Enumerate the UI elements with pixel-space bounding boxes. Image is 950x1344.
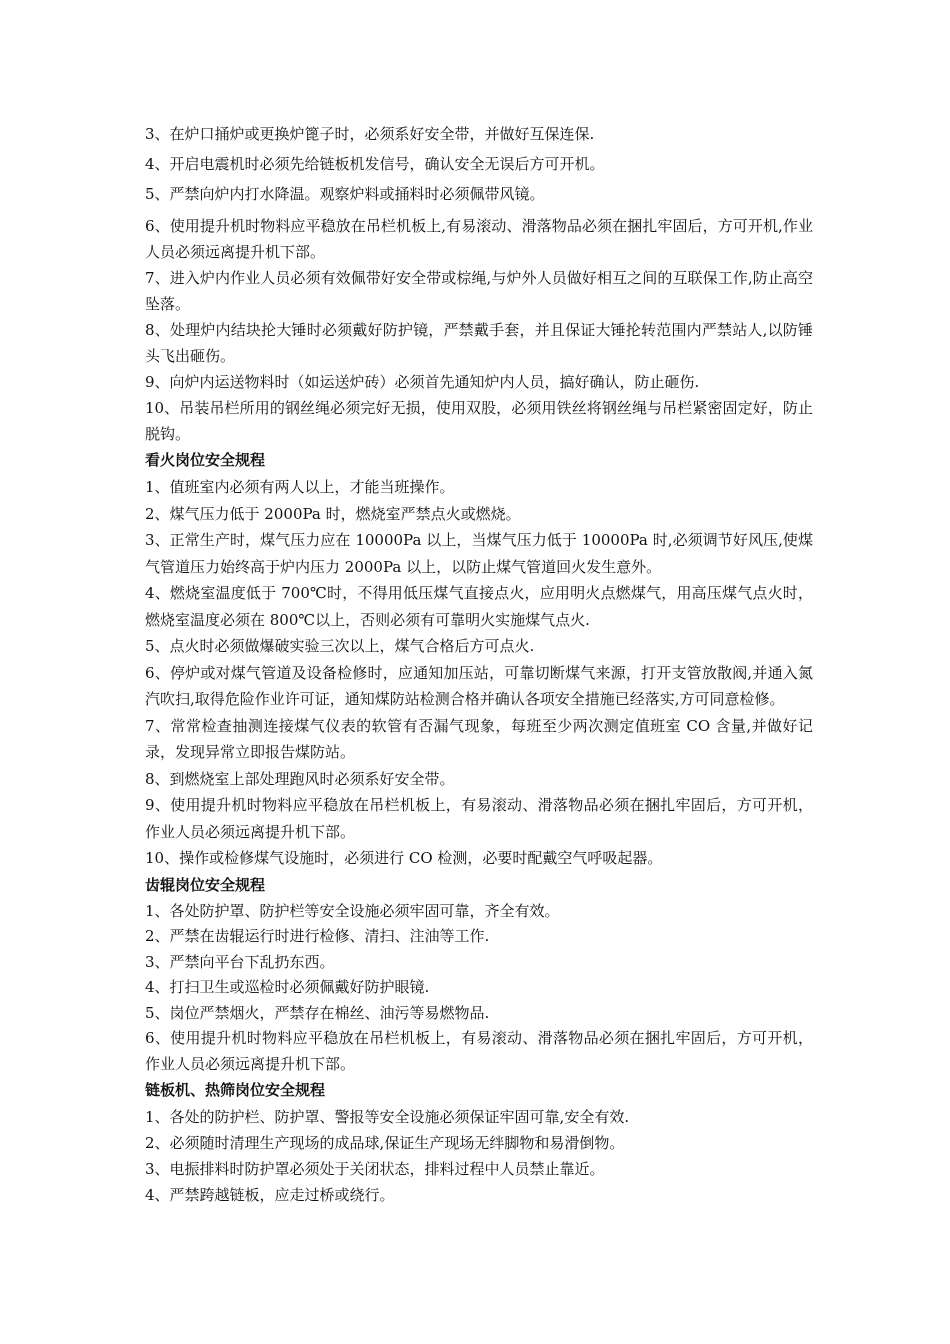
rule-item: 1、各处的防护栏、防护罩、警报等安全设施必须保证牢固可靠,安全有效.	[145, 1108, 630, 1126]
rule-item: 4、严禁跨越链板，应走过桥或绕行。	[145, 1186, 395, 1204]
rule-item: 10、操作或检修煤气设施时，必须进行 CO 检测，必要时配戴空气呼吸起器。	[145, 849, 663, 867]
section-heading: 看火岗位安全规程	[145, 451, 266, 469]
document-page	[145, 121, 813, 1208]
rule-item: 2、煤气压力低于 2000Pa 时，燃烧室严禁点火或燃烧。	[145, 504, 521, 523]
rule-item: 6、停炉或对煤气管道及设备检修时，应通知加压站，可靠切断煤气来源，打开支管放散阀,并通入氮汽吹扫,取得危险作业许可证，通知煤防站检测合格并确认各项安全措施已经落实,方可同意检修。	[145, 663, 813, 708]
section-fire-watch	[145, 447, 813, 872]
rule-item: 3、在炉口捅炉或更换炉篦子时，必须系好安全带，并做好互保连保.	[145, 125, 595, 143]
section-tooth-roller	[145, 872, 813, 1078]
rule-item: 3、正常生产时，煤气压力应在 10000Pa 以上，当煤气压力低于 10000Pa 时,必须调节好风压,使煤气管道压力始终高于炉内压力 2000Pa 以上，以防止煤气管道回火发生意外。	[145, 531, 813, 576]
rule-item: 1、值班室内必须有两人以上，才能当班操作。	[145, 478, 455, 496]
rule-item: 4、打扫卫生或巡检时必须佩戴好防护眼镜.	[145, 978, 430, 996]
rule-item: 8、处理炉内结块抡大锤时必须戴好防护镜，严禁戴手套，并且保证大锤抡转范围内严禁站人,以防锤头飞出砸伤。	[145, 321, 813, 365]
rule-item: 7、常常检查抽测连接煤气仪表的软管有否漏气现象，每班至少两次测定值班室 CO 含量,并做好记录，发现异常立即报告煤防站。	[145, 716, 813, 761]
rule-item: 5、点火时必须做爆破实验三次以上，煤气合格后方可点火.	[145, 637, 535, 655]
section-tail-previous	[145, 121, 813, 447]
rule-item: 9、使用提升机时物料应平稳放在吊栏机板上，有易滚动、滑落物品必须在捆扎牢固后，方可开机，作业人员必须远离提升机下部。	[145, 796, 813, 841]
rule-item: 5、岗位严禁烟火，严禁存在棉丝、油污等易燃物品.	[145, 1003, 490, 1022]
rule-item: 6、使用提升机时物料应平稳放在吊栏机板上,有易滚动、滑落物品必须在捆扎牢固后，方可开机,作业人员必须远离提升机下部。	[145, 217, 813, 261]
section-heading: 齿辊岗位安全规程	[145, 875, 266, 894]
rule-item: 2、严禁在齿辊运行时进行检修、清扫、注油等工作.	[145, 927, 490, 945]
section-heading: 链板机、热筛岗位安全规程	[145, 1081, 326, 1099]
rule-item: 5、严禁向炉内打水降温。观察炉料或捅料时必须佩带风镜。	[145, 185, 545, 203]
rule-item: 9、向炉内运送物料时（如运送炉砖）必须首先通知炉内人员，搞好确认，防止砸伤.	[145, 373, 700, 391]
rule-item: 3、电振排料时防护罩必须处于关闭状态，排料过程中人员禁止靠近。	[145, 1160, 605, 1178]
rule-item: 4、燃烧室温度低于 700℃时，不得用低压煤气直接点火，应用明火点燃煤气，用高压煤气点火时，燃烧室温度必须在 800℃以上，否则必须有可靠明火实施煤气点火.	[145, 584, 813, 629]
rule-item: 3、严禁向平台下乱扔东西。	[145, 952, 335, 971]
rule-item: 1、各处防护罩、防护栏等安全设施必须牢固可靠，齐全有效。	[145, 901, 560, 920]
rule-item: 4、开启电震机时必须先给链板机发信号，确认安全无误后方可开机。	[145, 155, 605, 173]
rule-item: 7、进入炉内作业人员必须有效佩带好安全带或棕绳,与炉外人员做好相互之间的互联保工作,防止高空坠落。	[145, 269, 813, 313]
rule-item: 6、使用提升机时物料应平稳放在吊栏机板上，有易滚动、滑落物品必须在捆扎牢固后，方可开机，作业人员必须远离提升机下部。	[145, 1029, 813, 1073]
rule-item: 8、到燃烧室上部处理跑风时必须系好安全带。	[145, 769, 455, 788]
rule-item: 10、吊装吊栏所用的钢丝绳必须完好无损，使用双股，必须用铁丝将钢丝绳与吊栏紧密固定好，防止脱钩。	[145, 399, 813, 443]
section-chain-conveyor-screen	[145, 1077, 813, 1208]
rule-item: 2、必须随时清理生产现场的成品球,保证生产现场无绊脚物和易滑倒物。	[145, 1134, 625, 1152]
